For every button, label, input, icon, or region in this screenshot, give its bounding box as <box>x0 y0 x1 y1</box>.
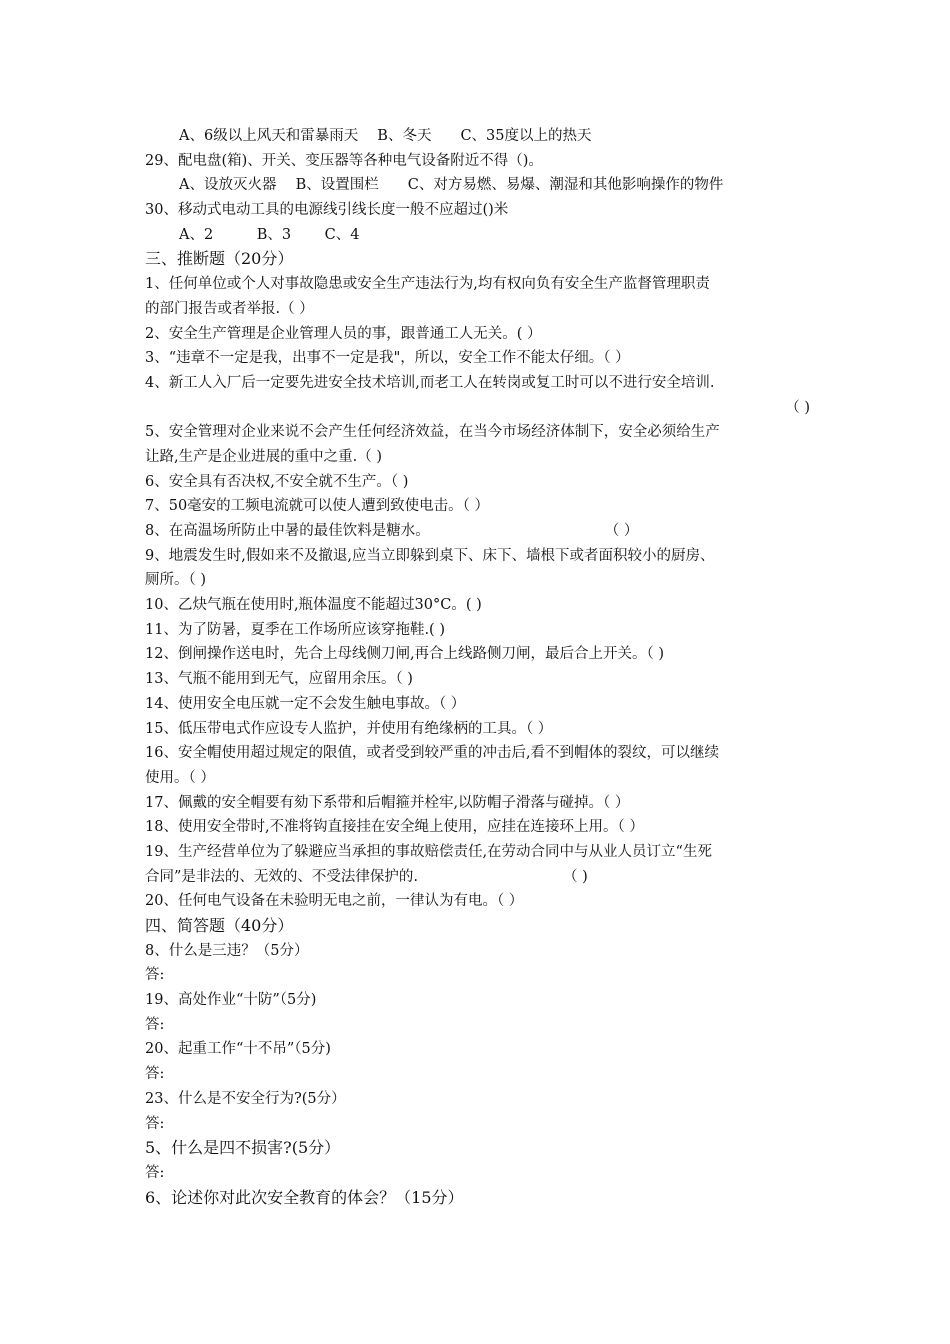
short-answer-section-title: 四、简答题（40分） <box>145 916 294 935</box>
short-answer-q19: 19、高处作业“十防”（5分) <box>145 992 317 1009</box>
judgement-q2: 2、安全生产管理是企业管理人员的事，跟普通工人无关。( ） <box>145 325 542 342</box>
document-body <box>145 124 810 1210</box>
judgement-q17: 17、佩戴的安全帽要有劾下系带和后帽箍并栓牢,以防帽子滑落与碰掉。（ ） <box>145 794 630 811</box>
judgement-section-title: 三、推断题（20分） <box>145 249 294 269</box>
judgement-q14: 14、使用安全电压就一定不会发生触电事故。（ ） <box>145 695 466 712</box>
judgement-q11: 11、为了防暑，夏季在工作场所应该穿拖鞋.( ) <box>145 621 445 638</box>
short-answer-a8: 答: <box>145 967 165 984</box>
judgement-q1-line1: 1、任何单位或个人对事故隐患或安全生产违法行为,均有权向负有安全生产监督管理职责 <box>145 276 710 293</box>
short-answer-q20: 20、起重工作“十不吊”（5分) <box>145 1041 331 1058</box>
short-answer-q5: 5、什么是四不损害?(5分） <box>145 1138 341 1158</box>
judgement-q13: 13、气瓶不能用到无气，应留用余压。（ ) <box>145 671 413 688</box>
judgement-q8-blank: （ ） <box>604 523 639 539</box>
judgement-q19-line2 <box>145 865 810 890</box>
judgement-q19-text: 合同”是非法的、无效的、不受法律保护的. <box>145 868 419 885</box>
judgement-q12: 12、倒闸操作送电时，先合上母线侧刀闸,再合上线路侧刀闸，最后合上开关。（ ) <box>145 646 665 663</box>
judgement-q15: 15、低压带电式作应设专人监护，并使用有绝缘柄的工具。（ ） <box>145 720 553 737</box>
q30-options: A、2 B、3 C、4 <box>179 226 360 243</box>
q28-options: A、6级以上风天和雷暴雨天 B、冬天 C、35度以上的热天 <box>179 128 592 144</box>
short-answer-q6: 6、论述你对此次安全教育的体会？（15分） <box>145 1187 464 1207</box>
short-answer-a5: 答: <box>145 1164 165 1181</box>
judgement-q9-line2: 厕所。（ ) <box>145 572 207 589</box>
short-answer-a23: 答: <box>145 1115 165 1132</box>
judgement-q7: 7、50毫安的工频电流就可以使人遭到致使电击。（ ） <box>145 498 490 515</box>
judgement-q3: 3、“违章不一定是我，出事不一定是我"，所以，安全工作不能太仔细。（ ） <box>145 350 630 367</box>
judgement-q4-line1: 4、新工人入厂后一定要先进安全技术培训,而老工人在转岗或复工时可以不进行安全培训. <box>145 374 715 391</box>
judgement-q1-line2: 的部门报告或者举报.（ ） <box>145 300 314 317</box>
q30-text: 30、移动式电动工具的电源线引线长度一般不应超过()米 <box>145 202 509 219</box>
short-answer-q8: 8、什么是三违？（5分） <box>145 942 309 959</box>
judgement-q19-blank: （ ) <box>563 868 588 885</box>
judgement-q10: 10、乙炔气瓶在使用时,瓶体温度不能超过30°C。( ) <box>145 597 482 614</box>
judgement-q8 <box>145 519 810 544</box>
judgement-q5-line2: 让路,生产是企业进展的重中之重.（ ) <box>145 448 382 465</box>
judgement-q19-line1: 19、生产经营单位为了躲避应当承担的事故赔偿责任,在劳动合同中与从业人员订立“生死 <box>145 843 712 860</box>
judgement-q20: 20、任何电气设备在未验明无电之前，一律认为有电。（ ） <box>145 893 524 910</box>
short-answer-q23: 23、什么是不安全行为?(5分） <box>145 1090 346 1107</box>
judgement-q5-line1: 5、安全管理对企业来说不会产生任何经济效益，在当今市场经济体制下，安全必须给生产 <box>145 424 720 441</box>
judgement-q9-line1: 9、地震发生时,假如来不及撤退,应当立即躲到桌下、床下、墙根下或者面积较小的厨房、 <box>145 547 715 564</box>
short-answer-a20: 答: <box>145 1066 165 1083</box>
judgement-q18: 18、使用安全带时,不准将钩直接挂在安全绳上使用，应挂在连接环上用。（ ） <box>145 819 644 836</box>
q29-options: A、设放灭火器 B、设置围栏 C、对方易燃、易爆、潮湿和其他影响操作的物件 <box>179 177 724 194</box>
judgement-q8-text: 8、在高温场所防止中暑的最佳饮料是糖水。 <box>145 523 430 539</box>
judgement-q16-line2: 使用。（ ） <box>145 769 215 786</box>
judgement-q4-line2: （ ) <box>785 399 810 416</box>
q29-text: 29、配电盘(箱)、开关、变压器等各种电气设备附近不得（)。 <box>145 152 543 169</box>
short-answer-a19: 答: <box>145 1016 165 1033</box>
judgement-q6: 6、安全具有否决权,不安全就不生产。（ ) <box>145 473 409 490</box>
judgement-q16-line1: 16、安全帽使用超过规定的限值，或者受到较严重的冲击后,看不到帽体的裂纹，可以继续 <box>145 745 720 762</box>
